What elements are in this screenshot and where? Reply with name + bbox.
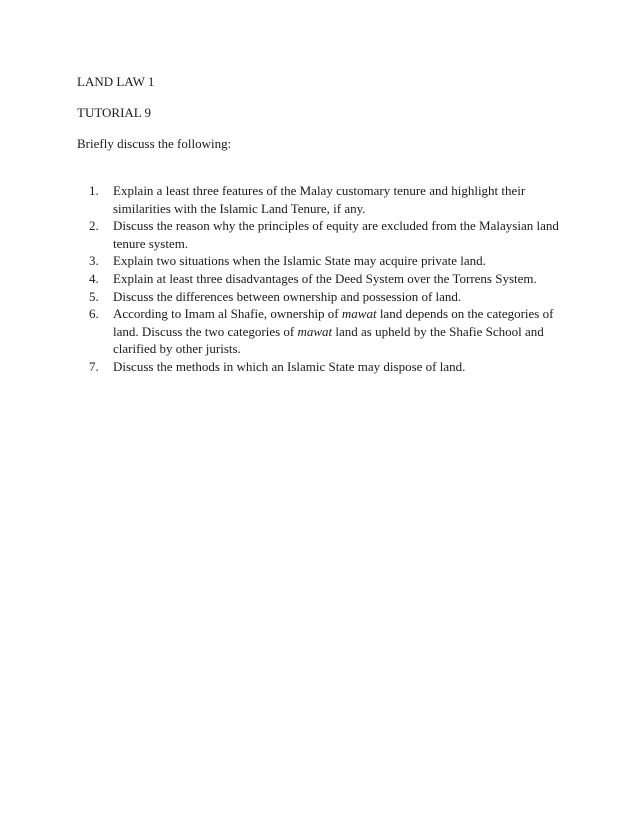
list-item-text: land as upheld by the Shafie School and [332,323,544,339]
question-list [0,182,560,376]
list-item-number: 7. [89,358,99,374]
list-item-text: tenure system. [113,235,189,251]
list-item-text: Discuss the reason why the principles of equity are excluded from the Malaysian land [113,218,559,234]
list-item [0,358,560,376]
list-item-text: Discuss the differences between ownership and possession of land. [113,288,462,304]
document-title: LAND LAW 1 [77,74,155,89]
list-item-text: According to Imam al Shafie, ownership of [113,306,342,322]
list-item-text: clarified by other jurists. [113,341,241,357]
list-item-text: Explain two situations when the Islamic State may acquire private land. [113,253,486,269]
list-item-text: Explain at least three disadvantages of the Deed System over the Torrens System. [113,270,537,286]
list-item-text: similarities with the Islamic Land Tenure, if any. [113,200,366,216]
list-item-text: Discuss the methods in which an Islamic State may dispose of land. [113,358,466,374]
list-item [0,288,560,306]
list-item-number: 3. [89,253,99,269]
list-item [0,182,560,217]
list-item-text: land. Discuss the two categories of [113,323,298,339]
list-item-text: Explain a least three features of the Malay customary tenure and highlight their [113,183,526,198]
list-item-number: 6. [89,306,99,322]
list-item [0,217,560,252]
list-item [0,305,560,358]
italic-term: mawat [297,323,333,339]
list-item [0,270,560,288]
italic-term: mawat [341,306,377,322]
list-item [0,252,560,270]
document-subtitle: TUTORIAL 9 [77,105,152,120]
list-item-number: 5. [89,288,99,304]
list-item-number: 2. [89,218,99,234]
list-item-number: 4. [89,270,99,286]
document-intro: Briefly discuss the following: [77,136,232,151]
list-item-number: 1. [89,183,99,198]
list-item-text: land depends on the categories of [376,306,554,322]
